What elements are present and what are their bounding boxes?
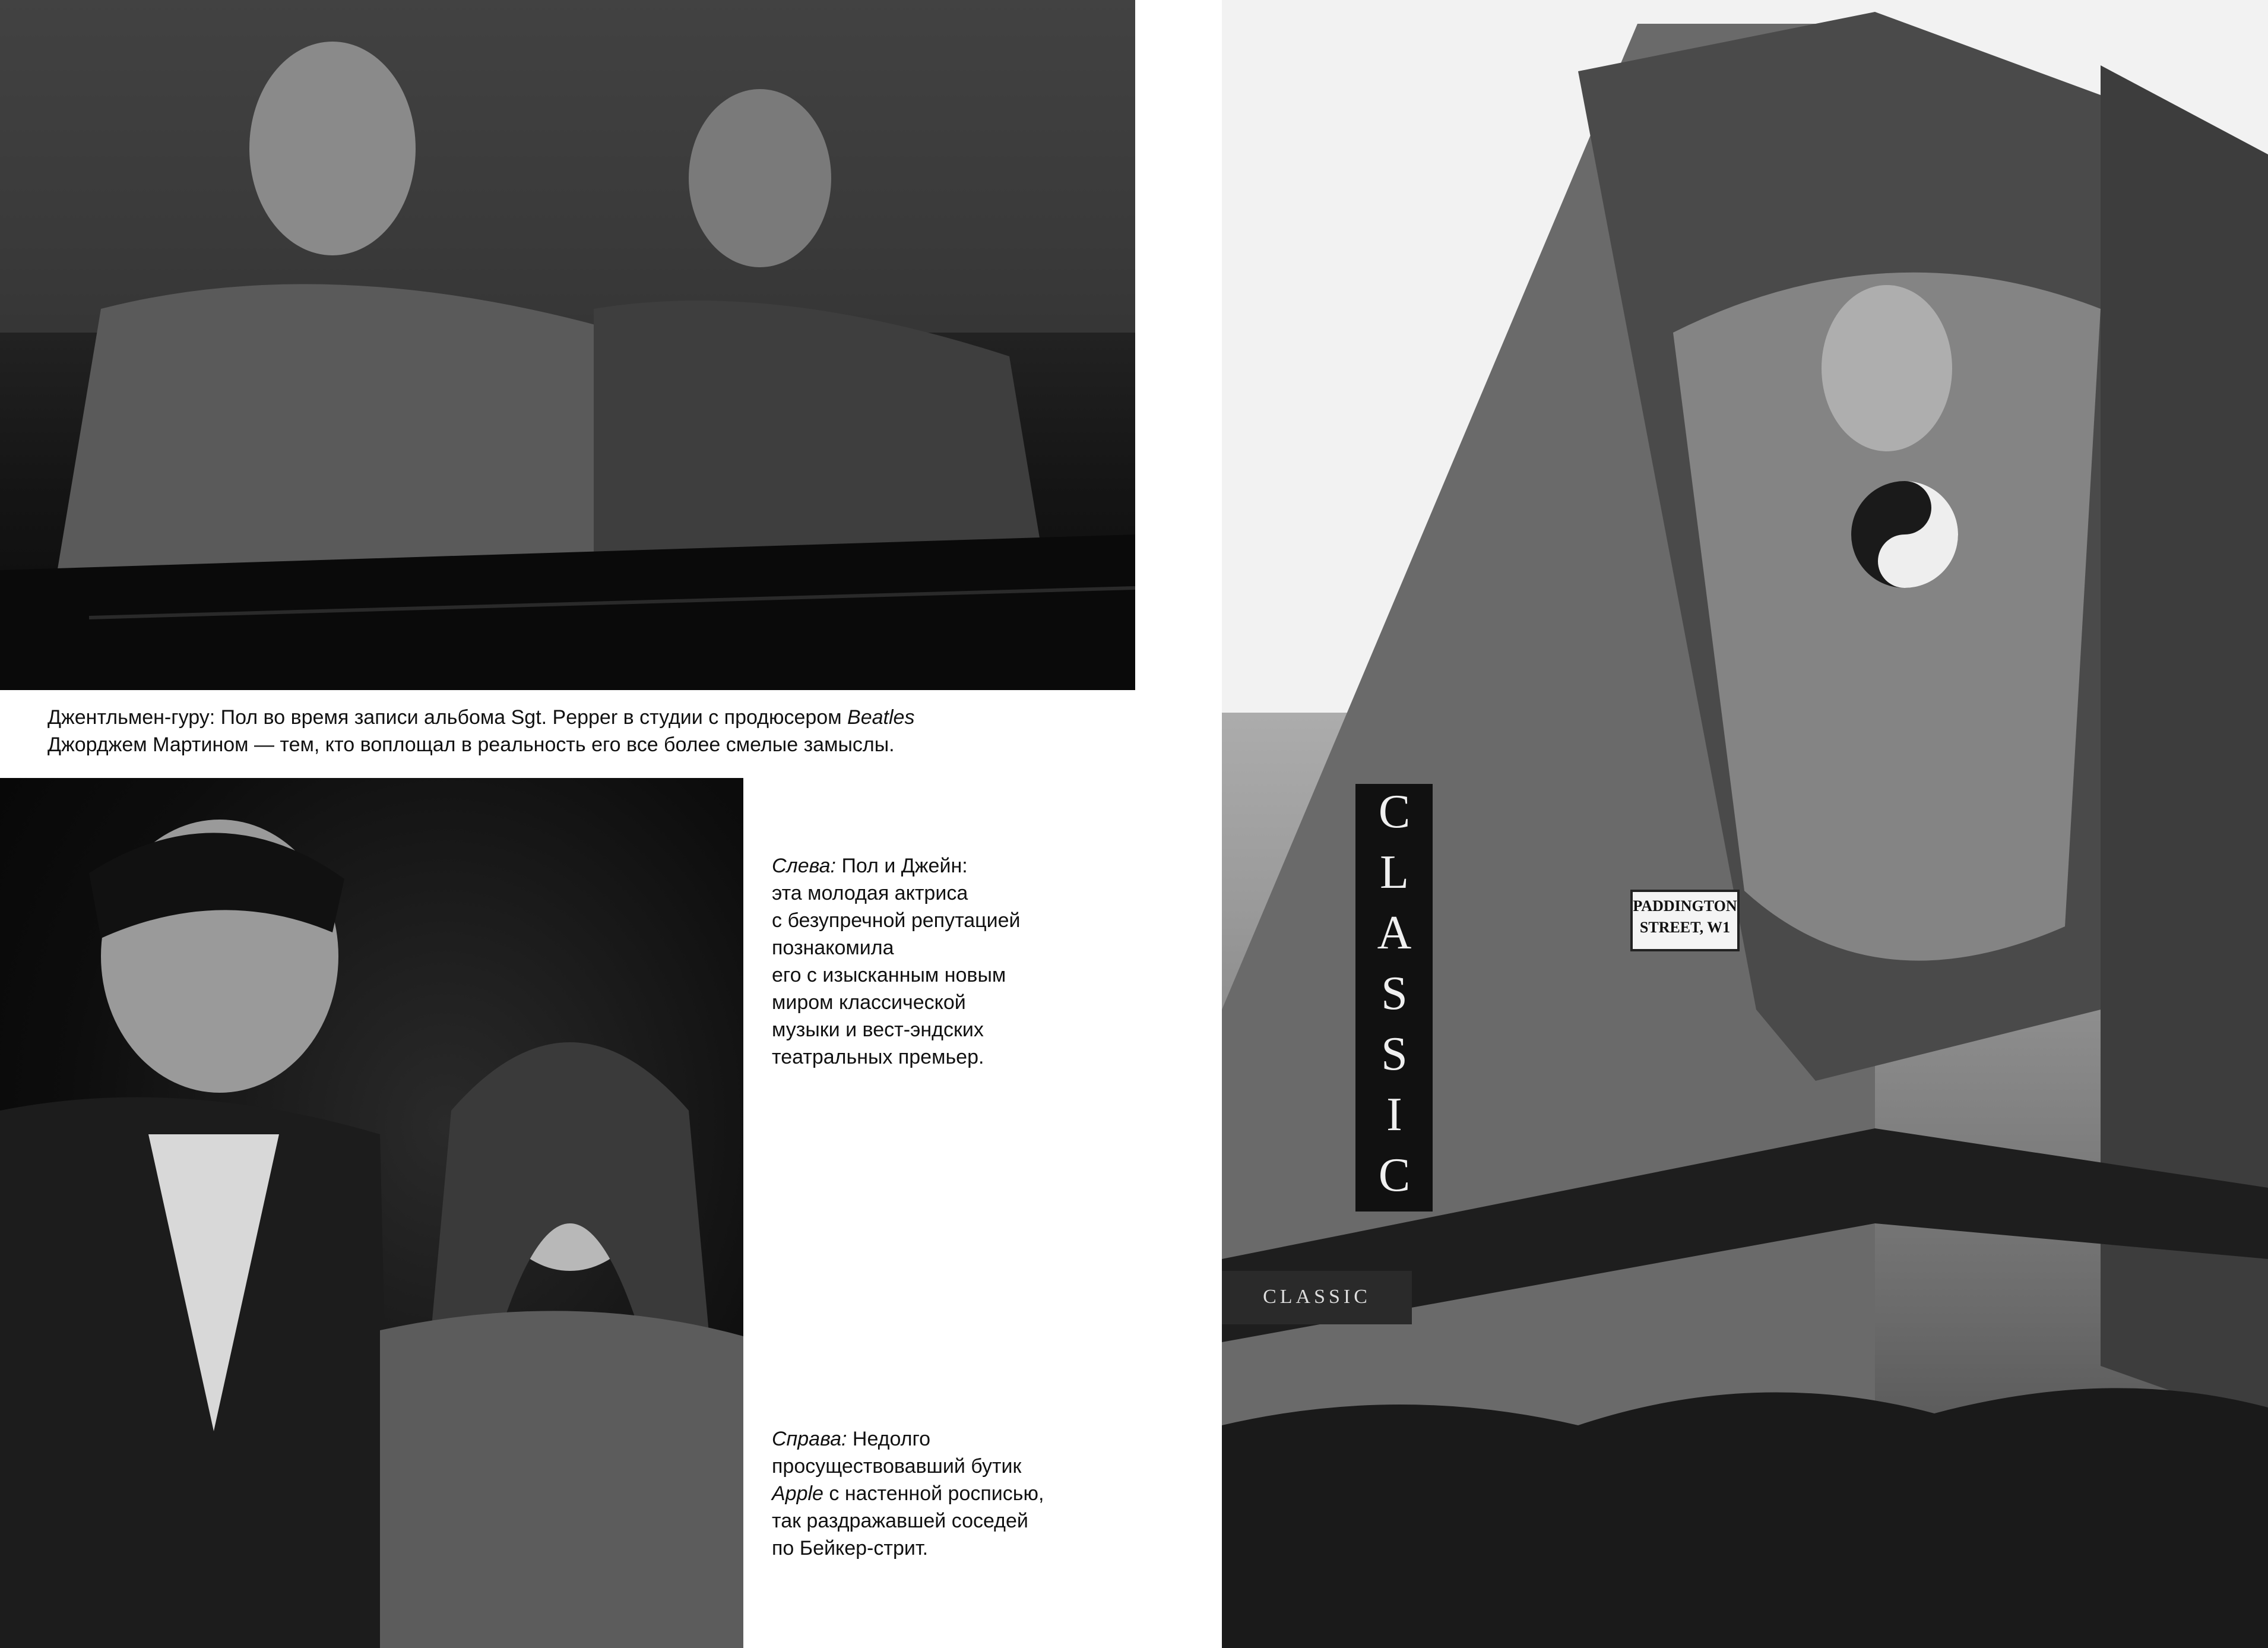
street-sign-line-2: STREET, W1 [1639,919,1731,936]
street-sign-text [1632,896,1738,938]
caption-left-photo [772,852,1104,1071]
caption-left-lead: Слева: [772,855,836,877]
classic-sign-label: CLASSIC [1368,786,1421,1210]
caption-right-line-3-rest: с настенной росписью, [823,1482,1044,1505]
caption-studio-line-1 [47,704,1128,731]
caption-studio [47,704,1128,758]
caption-left-lead-rest: Пол и Джейн: [836,855,968,877]
man-left-head [249,42,416,255]
caption-right-line-5: по Бейкер-стрит. [772,1537,929,1560]
caption-studio-italic: Beatles [847,706,915,729]
caption-left-line: его с изысканным новым [772,964,1006,986]
caption-right-line-1 [772,1425,1104,1453]
street-sign-line-1: PADDINGTON [1633,897,1737,915]
caption-studio-text: Джентльмен-гуру: Пол во время записи альбома Sgt. Pepper в студии с продюсером [47,706,848,729]
man-right-suit [594,301,1045,570]
couple-photo-art [0,778,743,1648]
studio-photo [0,0,1135,690]
caption-right-lead-rest: Недолго [847,1428,931,1450]
caption-left-line-1 [772,852,1104,880]
caption-right-italic: Apple [772,1482,823,1505]
awning-text: CLASSIC [1263,1286,1371,1308]
caption-right-line-4: так раздражавшей соседей [772,1510,1028,1532]
caption-left-line: театральных премьер. [772,1046,984,1068]
street-photo [1222,0,2268,1648]
caption-right-photo [772,1425,1104,1562]
crowd [1222,1388,2268,1648]
caption-left-line: эта молодая актриса [772,882,968,904]
caption-right-lead: Справа: [772,1428,847,1450]
caption-left-line: музыки и вест-эндских [772,1018,984,1041]
man-left-suit [53,284,653,594]
caption-right-line-2: просуществовавший бутик [772,1455,1022,1478]
studio-photo-art [0,0,1135,690]
caption-left-line: миром классической [772,991,966,1014]
caption-right-line-3 [772,1480,1104,1507]
classic-vertical-sign-text [1355,786,1433,1210]
caption-left-line: с безупречной репутацией [772,909,1021,932]
man-right-head [689,89,831,267]
woman-dress [380,1311,743,1648]
caption-studio-line-2: Джорджем Мартином — тем, кто воплощал в реальность его все более смелые замыслы. [47,733,895,756]
caption-left-line: познакомила [772,937,894,959]
couple-photo [0,778,743,1648]
